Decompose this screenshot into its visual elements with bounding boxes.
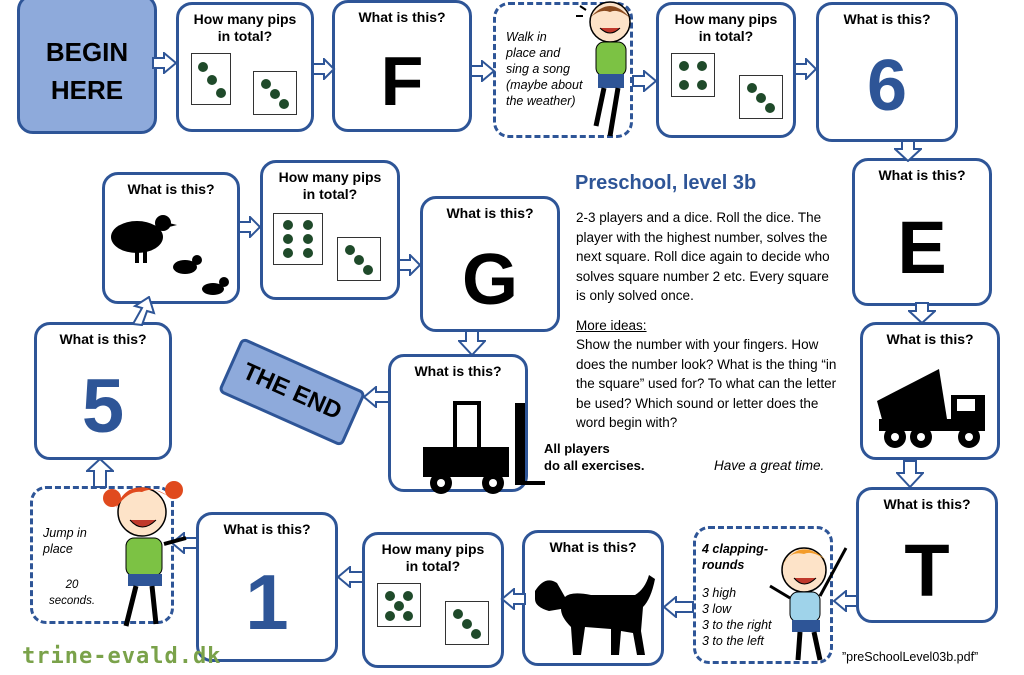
what-question: What is this? (843, 11, 931, 27)
arrow-up-icon (130, 296, 160, 326)
instructions-body: 2-3 players and a dice. Roll the dice. The player with the highest number, solves the next square. Roll dice again to decide who solves square number 2 etc. Every square is only solved once. (576, 210, 830, 303)
square-pips-1 (176, 2, 314, 132)
forklift-icon (419, 397, 545, 497)
number-1: 1 (245, 558, 289, 646)
arrow-right-icon (470, 60, 496, 82)
letter-f: F (380, 42, 424, 120)
singing-kid-illustration (566, 0, 648, 142)
clapping-boy-illustration (760, 526, 856, 666)
arrow-right-icon (312, 58, 336, 80)
arrow-right-icon (398, 254, 422, 276)
square-number-6 (816, 2, 958, 142)
die (191, 53, 231, 105)
the-end-label: THE END (238, 357, 346, 426)
arrow-right-icon (794, 58, 818, 80)
square-letter-f (332, 0, 472, 132)
jump-activity-text: Jump in place (43, 526, 87, 556)
instructions-panel (576, 208, 841, 433)
what-question: What is this? (549, 539, 637, 555)
pips-question: How many pips in total? (193, 11, 297, 44)
arrow-right-icon (238, 216, 262, 238)
what-question: What is this? (883, 496, 971, 512)
square-number-5 (34, 322, 172, 460)
more-ideas-body: Show the number with your fingers. How does the number look? What is the thing “in the square” used for? To what can the letter be used? Which sound or letter does the word begin with? (576, 337, 837, 430)
pips-question: How many pips in total? (674, 11, 778, 44)
clapping-steps: 3 high 3 low 3 to the right 3 to the left (702, 586, 772, 648)
die (739, 75, 783, 119)
dog-icon (531, 571, 659, 661)
number-6: 6 (866, 46, 908, 126)
die (337, 237, 381, 281)
what-question: What is this? (446, 205, 534, 221)
arrow-left-icon (336, 566, 364, 588)
square-forklift (388, 354, 528, 492)
the-end-box (218, 337, 367, 447)
begin-label: BEGIN HERE (45, 37, 129, 105)
pips-question: How many pips in total? (381, 541, 485, 574)
number-5: 5 (81, 364, 125, 449)
square-letter-e (852, 158, 992, 306)
what-question: What is this? (878, 167, 966, 183)
what-question: What is this? (358, 9, 446, 25)
forklift-note: All players do all exercises. (544, 441, 645, 473)
what-question: What is this? (414, 363, 502, 379)
jumping-girl-illustration (94, 464, 198, 644)
instructions-title: Preschool, level 3b (575, 172, 757, 194)
walk-activity-text: Walk in place and sing a song (maybe about the weather) (506, 30, 583, 108)
what-question: What is this? (127, 181, 215, 197)
square-number-1 (196, 512, 338, 662)
square-letter-g (420, 196, 560, 332)
square-pips-3 (260, 160, 400, 300)
begin-square (17, 0, 157, 134)
arrow-right-icon (152, 52, 178, 74)
square-dump-truck (860, 322, 1000, 460)
dump-truck-icon (869, 361, 995, 457)
arrow-left-icon (662, 596, 694, 618)
arrow-down-icon (458, 330, 486, 356)
clapping-title: 4 clapping- rounds (702, 542, 768, 572)
letter-g: G (461, 240, 518, 320)
letter-t: T (904, 529, 950, 612)
square-pips-2 (656, 2, 796, 138)
arrow-left-icon (362, 386, 390, 408)
arrow-down-icon (896, 460, 924, 488)
watermark-logo: trine-evald.dk (22, 644, 222, 669)
die (671, 53, 715, 97)
square-letter-t (856, 487, 998, 623)
letter-e: E (897, 206, 947, 289)
what-question: What is this? (886, 331, 974, 347)
more-ideas-heading: More ideas: (576, 317, 647, 333)
die (253, 71, 297, 115)
jump-duration-text: 20 seconds. (49, 579, 96, 607)
die (377, 583, 421, 627)
filename-label: ”preSchoolLevel03b.pdf” (842, 650, 979, 664)
what-question: What is this? (223, 521, 311, 537)
duck-family-icon (107, 211, 239, 301)
what-question: What is this? (59, 331, 147, 347)
arrow-down-icon (908, 302, 936, 324)
closing-text: Have a great time. (714, 458, 825, 473)
die (273, 213, 323, 265)
square-ducks (102, 172, 240, 304)
square-dog (522, 530, 664, 666)
square-pips-4 (362, 532, 504, 668)
arrow-left-icon (500, 588, 526, 610)
arrow-down-icon (894, 140, 922, 162)
die (445, 601, 489, 645)
pips-question: How many pips in total? (278, 169, 382, 202)
